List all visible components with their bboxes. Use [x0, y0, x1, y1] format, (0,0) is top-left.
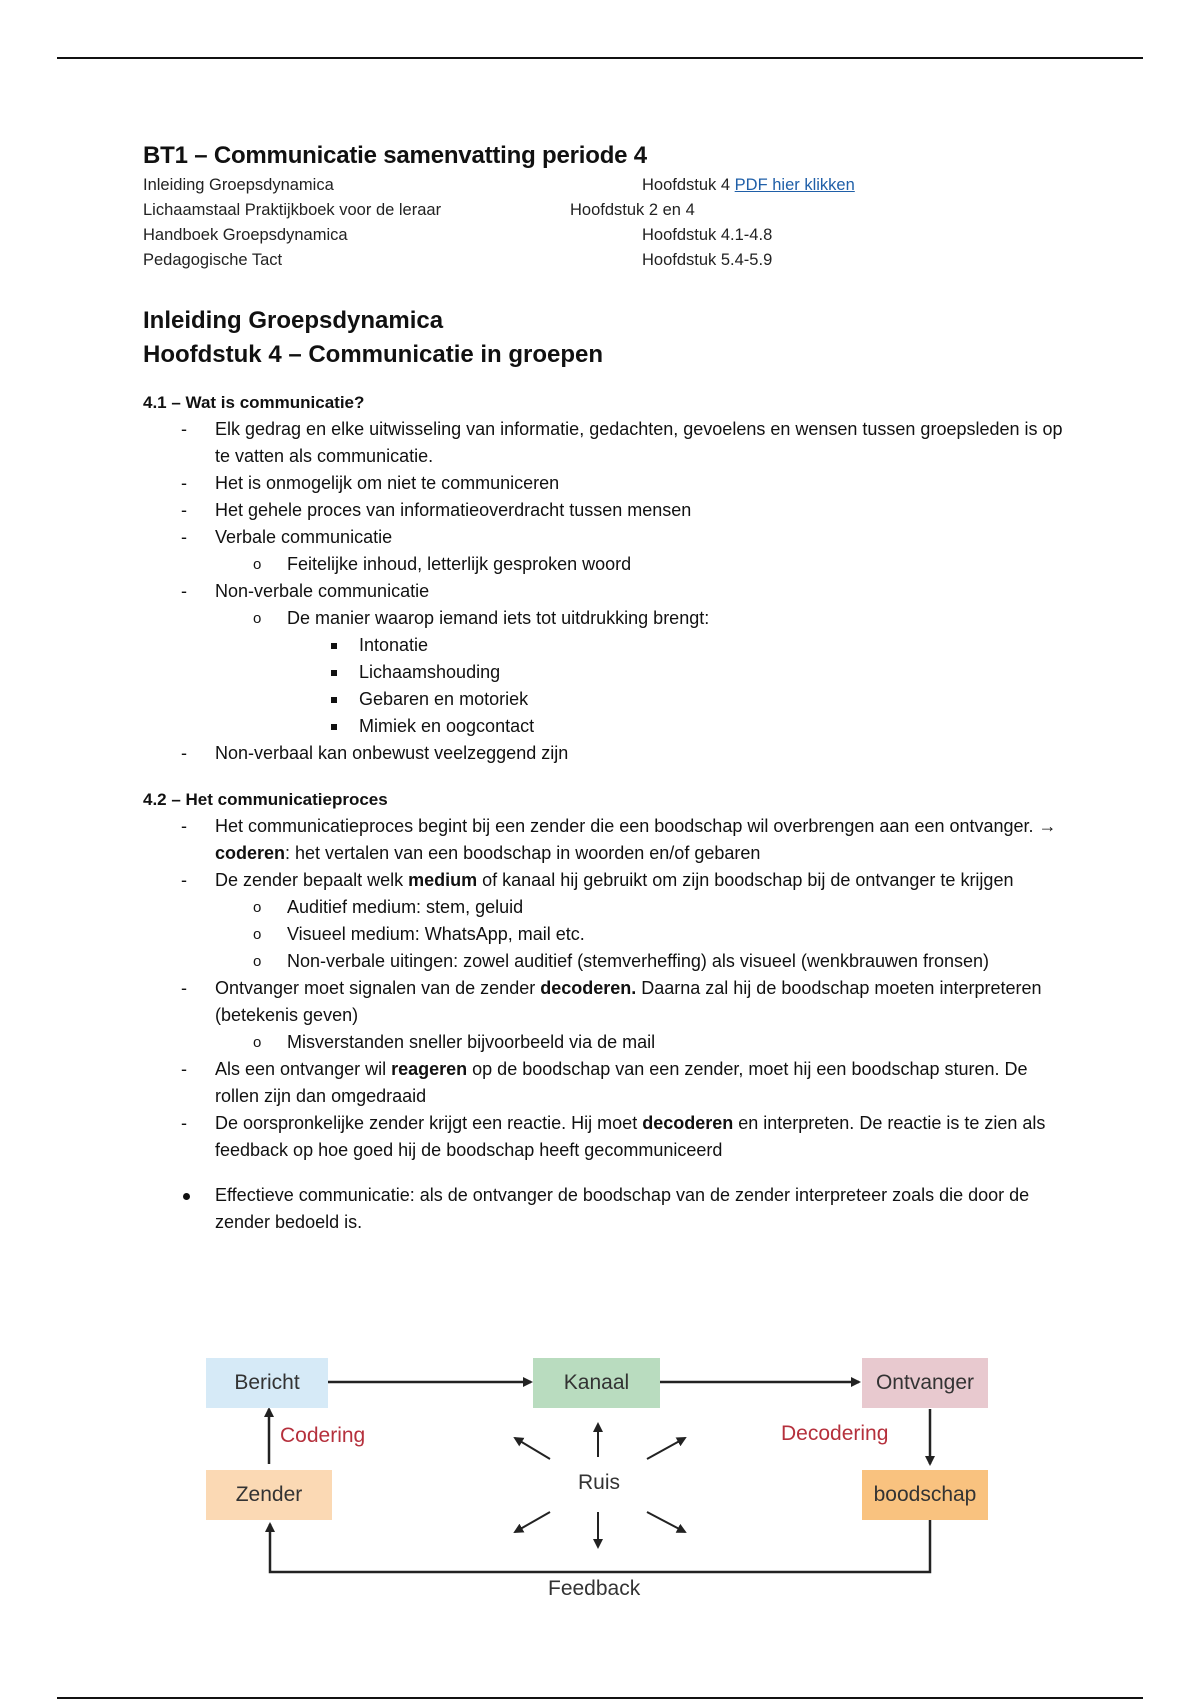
bold-term: coderen [215, 843, 286, 863]
list-item-text: Auditief medium: stem, geluid [287, 897, 524, 917]
bottom-rule [57, 1697, 1143, 1699]
bullet-dot [183, 1193, 190, 1200]
list-item-text: Elk gedrag en elke uitwisseling van informatie, gedachten, gevoelens en wensen tussen groepsleden is op te vatten als communicatie. [215, 419, 1063, 466]
text-span: Ontvanger moet signalen van de zender [215, 978, 541, 998]
noise-arrow-up-left [515, 1438, 550, 1459]
label-feedback: Feedback [548, 1577, 641, 1600]
circle-list [215, 1029, 1063, 1056]
source-chapter: Hoofdstuk 4.1-4.8 [642, 226, 773, 244]
list-item [287, 713, 1063, 740]
label-codering: Codering [280, 1424, 366, 1447]
source-chapter: Hoofdstuk 2 en 4 [570, 201, 695, 219]
text-span: Het communicatieproces begint bij een zender die een boodschap wil overbrengen aan een ontvanger. [215, 816, 1039, 836]
page-title: BT1 – Communicatie samenvatting periode 4 [143, 142, 647, 169]
list-item-text: De manier waarop iemand iets tot uitdrukking brengt: [287, 608, 710, 628]
source-row [143, 176, 1063, 201]
source-chapter-text: Hoofdstuk 4 [642, 176, 731, 194]
list-item: - Als een ontvanger wil reageren op de boodschap van een zender, moet hij een boodschap sturen. De rollen zijn dan omgedraaid [181, 1059, 1028, 1106]
list-item [287, 632, 1063, 659]
noise-arrow-up-right [647, 1438, 685, 1459]
list-item-text: Mimiek en oogcontact [359, 716, 535, 736]
text-span: De oorspronkelijke zender krijgt een reactie. Hij moet [215, 1113, 643, 1133]
circle-list [215, 551, 1063, 578]
circle-list [215, 894, 1063, 975]
list-item: - Verbale communicatie o Feitelijke inhoud, letterlijk gesproken woord [143, 524, 1063, 578]
list-item: - Ontvanger moet signalen van de zender decoderen. Daarna zal hij de boodschap moeten interpreteren (betekenis geven) o Misverstanden sneller bijvoorbeeld via de mail [143, 975, 1063, 1056]
list-item: - Non-verbale communicatie o De manier waarop iemand iets tot uitdrukking brengt: Intonatie Lichaamshouding Gebaren en motoriek Mimiek en oogcontact [143, 578, 1063, 740]
list-item: - Het is onmogelijk om niet te communiceren [181, 473, 560, 493]
list-item-text: Het is onmogelijk om niet te communiceren [215, 473, 560, 493]
section-4-2 [143, 787, 1063, 1236]
source-chapter [642, 176, 855, 195]
source-name: Lichaamstaal Praktijkboek voor de leraar [143, 201, 442, 219]
list-item: o Visueel medium: WhatsApp, mail etc. [253, 924, 585, 944]
dash-list [143, 813, 1063, 1164]
list-item: o Feitelijke inhoud, letterlijk gesproken woord [253, 554, 632, 574]
box-boodschap: boodschap [862, 1470, 988, 1520]
list-item-text: Non-verbaal kan onbewust veelzeggend zijn [215, 743, 569, 763]
pdf-link[interactable]: PDF hier klikken [734, 176, 855, 194]
noise-arrow-down-right [647, 1512, 685, 1532]
list-item-text: Non-verbale uitingen: zowel auditief (stemverheffing) als visueel (wenkbrauwen fronsen) [287, 951, 990, 971]
list-item-text: Feitelijke inhoud, letterlijk gesproken woord [287, 554, 632, 574]
circle-list [215, 605, 1063, 740]
subsection-heading: 4.2 – Het communicatieproces [143, 790, 388, 809]
list-item-text: Visueel medium: WhatsApp, mail etc. [287, 924, 585, 944]
text-span: : het vertalen van een boodschap in woorden en/of gebaren [285, 843, 761, 863]
box-kanaal: Kanaal [533, 1358, 660, 1408]
bold-term: decoderen [642, 1113, 734, 1133]
feedback-line [270, 1512, 930, 1572]
top-rule [57, 57, 1143, 59]
bold-term: reageren [391, 1059, 468, 1079]
list-item: - Non-verbaal kan onbewust veelzeggend zijn [181, 743, 569, 763]
effective-communication-bullet [143, 1182, 1063, 1236]
section-heading-block [143, 304, 1063, 372]
list-item-text: Non-verbale communicatie [215, 581, 430, 601]
label-decodering: Decodering [781, 1422, 889, 1445]
square-list [287, 632, 1063, 740]
text-span: op de boodschap van een zender, moet hij een boodschap sturen. De rollen zijn dan omgedraaid [215, 1059, 1028, 1106]
list-item: o Misverstanden sneller bijvoorbeeld via de mail [253, 1032, 656, 1052]
arrow-glyph: → [1038, 816, 1057, 836]
document-body [143, 142, 1063, 1236]
list-item: o Non-verbale uitingen: zowel auditief (stemverheffing) als visueel (wenkbrauwen fronsen) [253, 951, 990, 971]
list-item: - Het gehele proces van informatieoverdracht tussen mensen [181, 500, 692, 520]
chapter-heading: Hoofdstuk 4 – Communicatie in groepen [143, 341, 604, 368]
list-item: o Auditief medium: stem, geluid [253, 897, 524, 917]
list-item: - Het communicatieproces begint bij een zender die een boodschap wil overbrengen aan een ontvanger. → coderen: het vertalen van een boodschap in woorden en/of gebaren [181, 816, 1057, 863]
text-span: De zender bepaalt welk [215, 870, 409, 890]
bold-term: decoderen. [540, 978, 637, 998]
list-item-text: Intonatie [359, 635, 429, 655]
box-ontvanger: Ontvanger [862, 1358, 988, 1408]
source-name: Pedagogische Tact [143, 251, 283, 269]
dash-list [143, 416, 1063, 767]
list-item: - De oorspronkelijke zender krijgt een reactie. Hij moet decoderen en interpreten. De reactie is te zien als feedback op hoe goed hij de boodschap heeft gecommuniceerd [181, 1113, 1046, 1160]
list-item-text: Het gehele proces van informatieoverdracht tussen mensen [215, 500, 692, 520]
text-span: en interpreten. De reactie is te zien als feedback op hoe goed hij de boodschap heeft gecommuniceerd [215, 1113, 1046, 1160]
list-item: - Elk gedrag en elke uitwisseling van informatie, gedachten, gevoelens en wensen tussen groepsleden is op te vatten als communicatie. [181, 419, 1063, 466]
source-row [143, 251, 1063, 276]
source-name: Inleiding Groepsdynamica [143, 176, 334, 194]
list-item-text: Lichaamshouding [359, 662, 501, 682]
label-ruis: Ruis [578, 1471, 621, 1494]
bold-term: medium [408, 870, 478, 890]
text-span: Daarna zal hij de boodschap moeten interpreteren (betekenis geven) [215, 978, 1042, 1025]
source-chapter: Hoofdstuk 5.4-5.9 [642, 251, 773, 269]
section-heading: Inleiding Groepsdynamica [143, 307, 444, 334]
box-zender: Zender [206, 1470, 332, 1520]
bullet-text: Effectieve communicatie: als de ontvanger de boodschap van de zender interpreteer zoals die door de zender bedoeld is. [215, 1185, 1030, 1232]
list-item-text: Misverstanden sneller bijvoorbeeld via de mail [287, 1032, 656, 1052]
source-name: Handboek Groepsdynamica [143, 226, 348, 244]
subsection-heading: 4.1 – Wat is communicatie? [143, 393, 365, 412]
list-item-text: Gebaren en motoriek [359, 689, 529, 709]
list-item [287, 686, 1063, 713]
source-row [143, 226, 1063, 251]
source-row [143, 201, 1063, 226]
section-4-1 [143, 390, 1063, 767]
text-span: Als een ontvanger wil [215, 1059, 392, 1079]
text-span: of kanaal hij gebruikt om zijn boodschap bij de ontvanger te krijgen [477, 870, 1014, 890]
list-item: - De zender bepaalt welk medium of kanaal hij gebruikt om zijn boodschap bij de ontvanger te krijgen o Auditief medium: stem, geluid o Visueel medium: WhatsApp, mail etc. o Non-verbale uitingen: zowel auditief (stemverheffing) als visueel (wenkbrauwen fronsen) [143, 867, 1063, 975]
noise-arrow-down-left [515, 1512, 550, 1532]
list-item [287, 659, 1063, 686]
list-item-text: Verbale communicatie [215, 527, 393, 547]
list-item: o De manier waarop iemand iets tot uitdrukking brengt: Intonatie Lichaamshouding Gebaren en motoriek Mimiek en oogcontact [215, 605, 1063, 740]
communication-process-diagram [185, 1342, 995, 1622]
box-bericht: Bericht [206, 1358, 328, 1408]
